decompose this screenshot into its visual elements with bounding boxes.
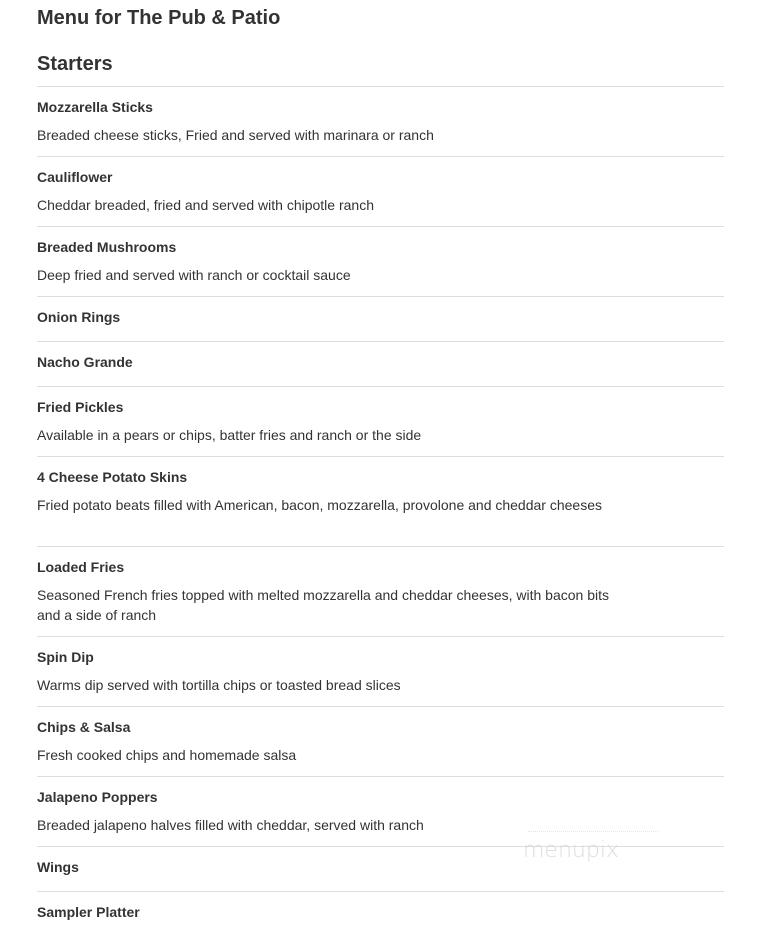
menu-item-list — [37, 87, 724, 937]
menu-item-name: Breaded Mushrooms — [37, 239, 177, 255]
menu-item-name: Sampler Platter — [37, 904, 140, 920]
menu-item-name: Jalapeno Poppers — [37, 789, 158, 805]
menu-item — [37, 707, 724, 777]
menu-item-description: Fried potato beats filled with American, bacon, mozzarella, provolone and cheddar cheeses — [37, 497, 602, 513]
menu-item-name: Spin Dip — [37, 649, 94, 665]
menu-item-name: Cauliflower — [37, 169, 113, 185]
menu-item-description: Fresh cooked chips and homemade salsa — [37, 747, 297, 763]
menu-item-name: Onion Rings — [37, 309, 121, 325]
menu-item-description: Breaded cheese sticks, Fried and served with marinara or ranch — [37, 127, 434, 143]
menu-item-description: Seasoned French fries topped with melted mozzarella and cheddar cheeses, with bacon bits and a side of ranch — [37, 587, 609, 623]
menu-item-name: Nacho Grande — [37, 354, 133, 370]
menu-item — [37, 457, 724, 547]
section-title-starters: Starters — [37, 53, 113, 75]
menu-item — [37, 547, 724, 637]
menu-item-name: Chips & Salsa — [37, 719, 131, 735]
menu-item-description: Warms dip served with tortilla chips or toasted bread slices — [37, 677, 401, 693]
menu-item — [37, 157, 724, 227]
menu-item-name: Loaded Fries — [37, 559, 125, 575]
menu-item — [37, 342, 724, 387]
menu-item-name: Mozzarella Sticks — [37, 99, 153, 115]
menu-item-name: Wings — [37, 859, 79, 875]
menu-item — [37, 777, 724, 847]
menu-item — [37, 387, 724, 457]
menu-item-name: Fried Pickles — [37, 399, 124, 415]
menu-item-description: Available in a pears or chips, batter fries and ranch or the side — [37, 427, 422, 443]
menu-item — [37, 227, 724, 297]
menu-item — [37, 297, 724, 342]
menu-item — [37, 847, 724, 892]
menu-item-description: Breaded jalapeno halves filled with cheddar, served with ranch — [37, 817, 424, 833]
menu-item — [37, 637, 724, 707]
page-title: Menu for The Pub & Patio — [37, 7, 281, 29]
menu-item — [37, 892, 724, 937]
menu-item-description: Deep fried and served with ranch or cocktail sauce — [37, 267, 351, 283]
watermark-logo: menupix — [523, 838, 619, 863]
menu-item-description: Cheddar breaded, fried and served with chipotle ranch — [37, 197, 374, 213]
menu-item — [37, 87, 724, 157]
menu-item-name: 4 Cheese Potato Skins — [37, 469, 188, 485]
watermark-decoration — [528, 831, 658, 833]
